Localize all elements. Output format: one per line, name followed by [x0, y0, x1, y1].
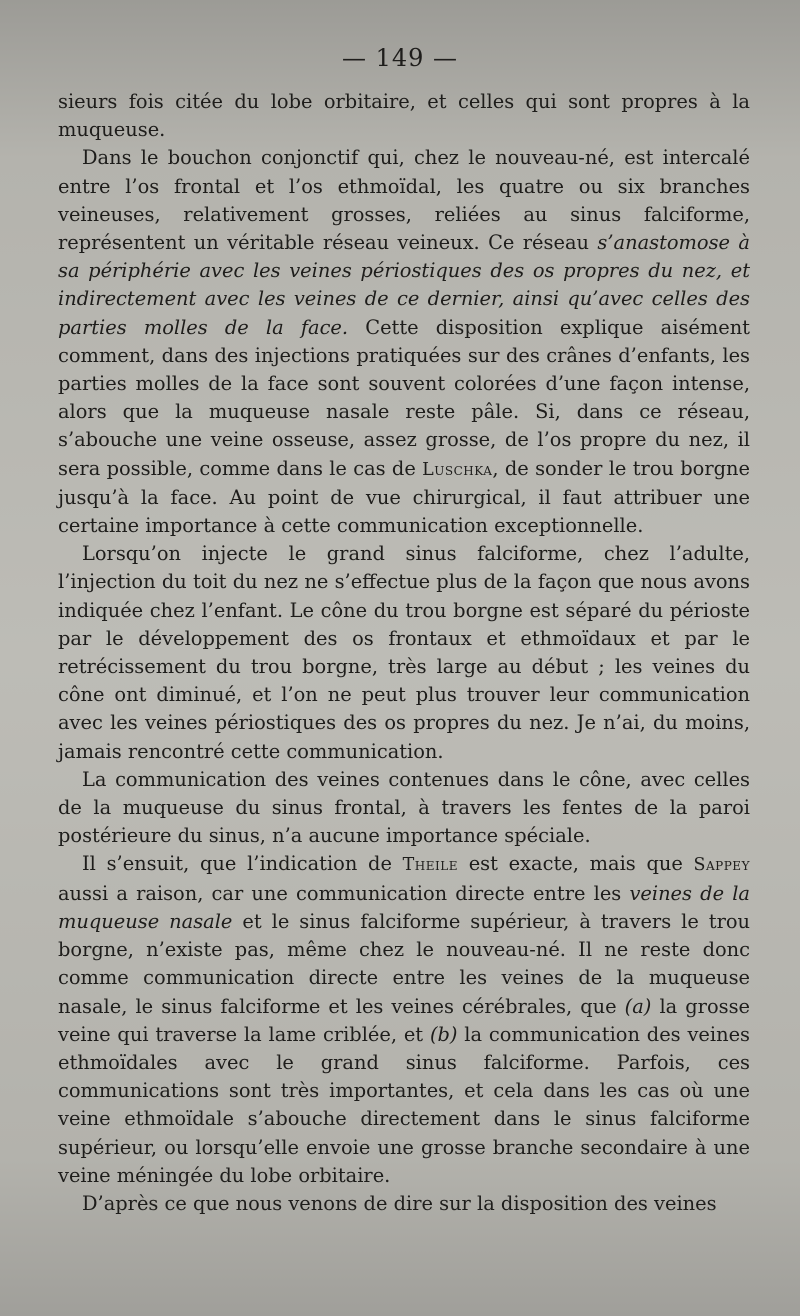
author-name: Theile: [402, 855, 458, 876]
italic-text: s’anastomose à sa périphérie avec les veines périostiques des os propres du nez, et indirectement avec les veines de ce dernier, ainsi qu’avec celles des parties molles de la face.: [58, 231, 750, 339]
paragraph: [58, 88, 750, 144]
text-run: la grosse veine qui traverse la lame criblée, et: [58, 994, 751, 1046]
text-run: Il s’ensuit, que l’indication de: [82, 852, 403, 876]
paragraph: [58, 766, 750, 851]
text-run: Dans le bouchon conjonctif qui, chez le nouveau-né, est intercalé entre l’os frontal et l’os ethmoïdal, les quatre ou six branches veineuses, relativement grosses, reliées au sinus falciforme, représentent un véritable réseau veineux. Ce réseau: [58, 146, 750, 255]
paragraph: [58, 1190, 750, 1218]
paragraph: [58, 540, 750, 766]
paragraph: [58, 850, 750, 1189]
text-run: et le sinus falciforme supérieur, à travers le trou borgne, n’existe pas, même chez le nouveau-né. Il ne reste donc comme communication directe entre les veines de la muqueuse nasale, le sinus falciforme et les veines cérébrales, que: [58, 909, 750, 1018]
italic-text: veines de la muqueuse nasale: [58, 881, 750, 933]
text-run: La communication des veines contenues dans le cône, avec celles de la muqueuse du sinus frontal, à travers les fentes de la paroi postérieure du sinus, n’a aucune importance spéciale.: [58, 767, 750, 848]
text-run: Cette disposition explique aisément comment, dans des injections pratiquées sur des crânes d’enfants, les parties molles de la face sont souvent colorées d’une façon intense, alors que la muqueuse nasale reste pâle. Si, dans ce réseau, s’abouche une veine osseuse, assez grosse, de l’os propre du nez, il sera possible, comme dans le cas de: [58, 315, 750, 480]
text-run: est exacte, mais que: [457, 852, 694, 876]
text-run: la communication des veines ethmoïdales avec le grand sinus falciforme. Parfois, ces communications sont très importantes, et cela dans les cas où une veine ethmoïdale s’abouche directement dans le sinus falciforme supérieur, ou lorsqu’elle envoie une grosse branche secondaire à une veine méningée du lobe orbitaire.: [58, 1022, 750, 1187]
author-name: Sappey: [693, 855, 750, 876]
italic-text: (b): [429, 1022, 458, 1046]
text-run: Lorsqu’on injecte le grand sinus falciforme, chez l’adulte, l’injection du toit du nez ne s’effectue plus de la façon que nous avons indiquée chez l’enfant. Le cône du trou borgne est séparé du périoste par le développement des os frontaux et ethmoïdaux et par le retrécissement du trou borgne, très large au début ; les veines du cône ont diminué, et l’on ne peut plus trouver leur communication avec les veines périostiques des os propres du nez. Je n’ai, du moins, jamais rencontré cette communication.: [58, 542, 750, 763]
body-text: [58, 88, 750, 1218]
page-number: — 149 —: [341, 44, 459, 72]
text-run: D’après ce que nous venons de dire sur la disposition des veines: [82, 1191, 717, 1215]
paragraph: [58, 144, 750, 540]
text-run: aussi a raison, car une communication directe entre les: [58, 881, 630, 905]
text-run: sieurs fois citée du lobe orbitaire, et celles qui sont propres à la muqueuse.: [58, 90, 750, 142]
author-name: Luschka: [422, 459, 493, 480]
text-run: , de sonder le trou borgne jusqu’à la face. Au point de vue chirurgical, il faut attribuer une certaine importance à cette communication exceptionnelle.: [58, 456, 750, 538]
italic-text: (a): [624, 994, 652, 1018]
